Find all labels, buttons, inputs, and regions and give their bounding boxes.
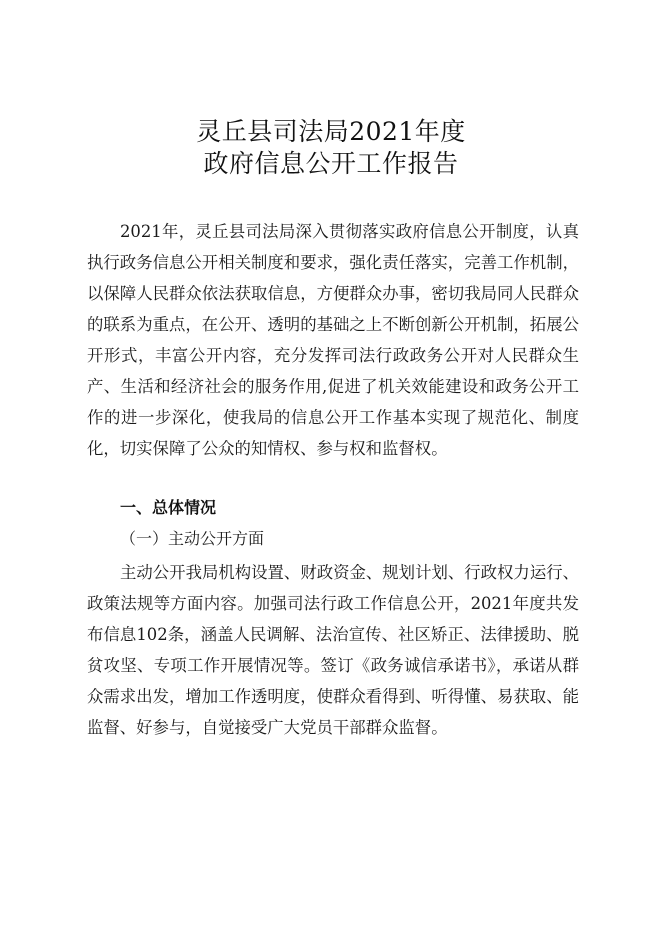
report-title-line-1: 灵丘县司法局2021年度 (196, 117, 466, 146)
report-title-line-2: 政府信息公开工作报告 (203, 149, 459, 178)
proactive-disclosure-paragraph: 主动公开我局机构设置、财政资金、规划计划、行政权力运行、政策法规等方面内容。加强司法行政工作信息公开，2021年度共发布信息102条，涵盖人民调解、法治宣传、社区矫正、法律援助、脱贫攻坚、专项工作开展情况等。签订《政务诚信承诺书》，承诺从群众需求出发，增加工作透明度，使群众看得到、听得懂、易获取、能监督、好参与，自觉接受广大党员干部群众监督。 (87, 563, 579, 737)
intro-paragraph: 2021年，灵丘县司法局深入贯彻落实政府信息公开制度，认真执行政务信息公开相关制度和要求，强化责任落实，完善工作机制，以保障人民群众依法获取信息，方便群众办事，密切我局同人民群众的联系为重点，在公开、透明的基础之上不断创新公开机制，拓展公开形式，丰富公开内容，充分发挥司法行政政务公开对人民群众生产、生活和经济社会的服务作用,促进了机关效能建设和政务公开工作的进一步深化，使我局的信息公开工作基本实现了规范化、制度化，切实保障了公众的知情权、参与权和监督权。 (87, 222, 579, 458)
section-heading-overview: 一、总体情况 (120, 498, 217, 517)
subsection-heading-proactive-disclosure: （一）主动公开方面 (120, 529, 265, 548)
